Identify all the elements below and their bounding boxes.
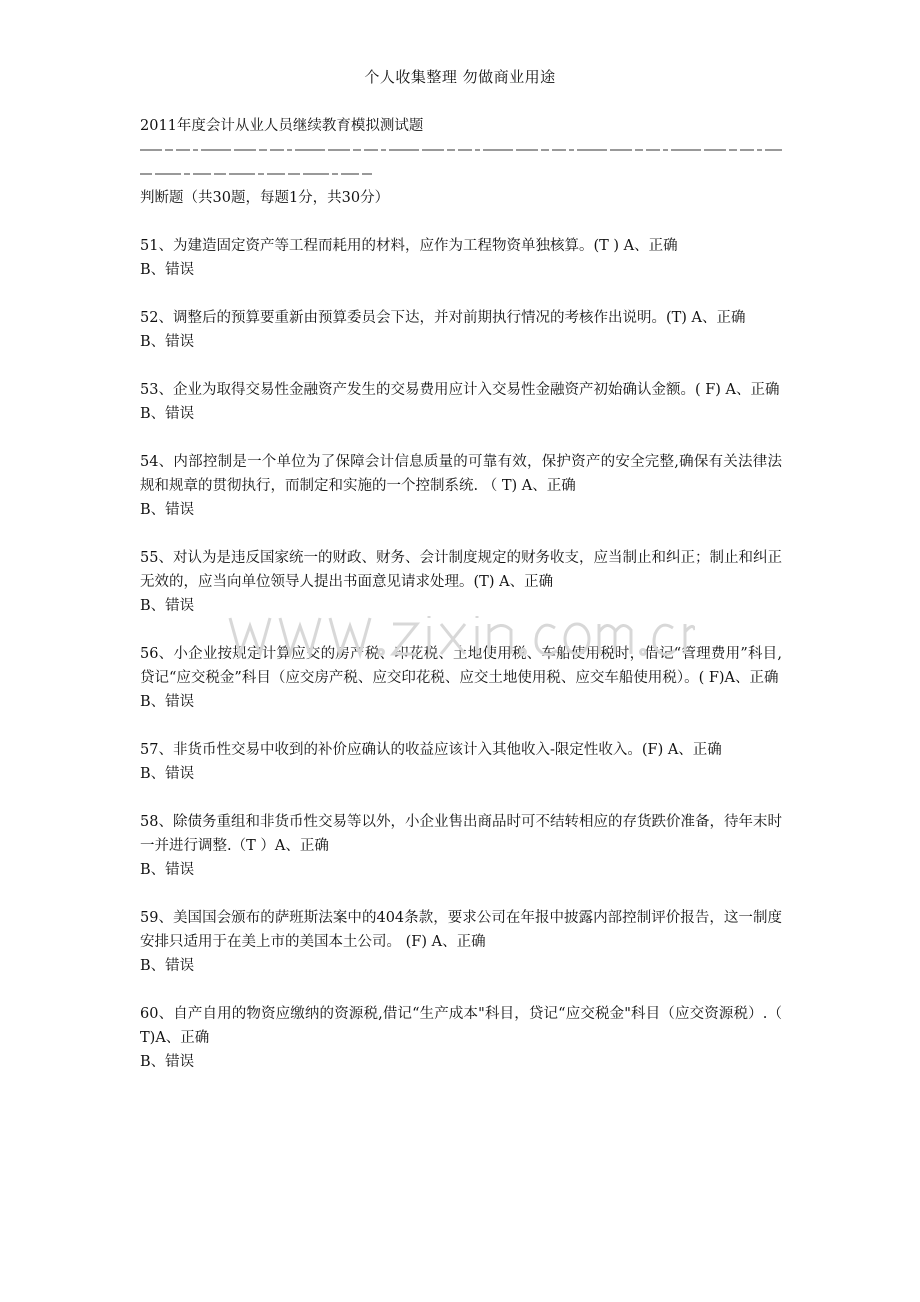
dashed-separator (140, 138, 782, 162)
option-b: B、错误 (140, 958, 195, 974)
question-text: 56、小企业按规定计算应交的房产税、印花税、土地使用税、车船使用税时，借记“管理费用”科目,贷记“应交税金”科目（应交房产税、应交印花税、应交土地使用税、应交车船使用税）。( F)A、正确 (140, 646, 782, 686)
question-text: 55、对认为是违反国家统一的财政、财务、会计制度规定的财务收支，应当制止和纠正；制止和纠正无效的，应当向单位领导人提出书面意见请求处理。(T) A、正确 (140, 550, 782, 590)
option-b: B、错误 (140, 862, 195, 878)
question-item (140, 738, 782, 786)
question-item (140, 378, 782, 426)
dashed-separator-line-2 (140, 169, 372, 179)
question-text: 52、调整后的预算要重新由预算委员会下达，并对前期执行情况的考核作出说明。(T) A、正确 (140, 310, 746, 326)
question-item (140, 306, 782, 354)
question-text: 53、企业为取得交易性金融资产发生的交易费用应计入交易性金融资产初始确认金额。( F) A、正确 (140, 382, 780, 398)
document-title: 2011年度会计从业人员继续教育模拟测试题 (140, 118, 424, 134)
section-heading: 判断题（共30题，每题1分，共30分） (140, 190, 390, 206)
option-b: B、错误 (140, 1054, 195, 1070)
question-item (140, 234, 782, 282)
watermark-image (225, 604, 695, 664)
option-b: B、错误 (140, 598, 195, 614)
option-b: B、错误 (140, 334, 195, 350)
option-b: B、错误 (140, 406, 195, 422)
option-b: B、错误 (140, 262, 195, 278)
header-note: 个人收集整理 勿做商业用途 (364, 68, 556, 86)
question-item (140, 450, 782, 522)
dashed-separator-2 (140, 162, 782, 186)
question-item (140, 1002, 782, 1074)
option-b: B、错误 (140, 766, 195, 782)
option-b: B、错误 (140, 502, 195, 518)
question-text: 51、为建造固定资产等工程而耗用的材料，应作为工程物资单独核算。(T ) A、正确 (140, 238, 678, 254)
question-text: 59、美国国会颁布的萨班斯法案中的404条款，要求公司在年报中披露内部控制评价报告，这一制度安排只适用于在美上市的美国本土公司。 (F) A、正确 (140, 910, 782, 950)
question-item (140, 906, 782, 978)
question-text: 60、自产自用的物资应缴纳的资源税,借记“生产成本"科目，贷记“应交税金"科目（应交资源税）.（ T)A、正确 (140, 1006, 782, 1046)
dashed-separator-line (140, 145, 782, 155)
question-text: 57、非货币性交易中收到的补价应确认的收益应该计入其他收入-限定性收入。(F) A、正确 (140, 742, 722, 758)
question-text: 54、内部控制是一个单位为了保障会计信息质量的可靠有效，保护资产的安全完整,确保有关法律法规和规章的贯彻执行，而制定和实施的一个控制系统. （ T) A、正确 (140, 454, 782, 494)
watermark-glyphs (230, 616, 695, 655)
question-text: 58、除债务重组和非货币性交易等以外，小企业售出商品时可不结转相应的存货跌价准备，待年末时一并进行调整.（T ）A、正确 (140, 814, 782, 854)
option-b: B、错误 (140, 694, 195, 710)
question-item (140, 810, 782, 882)
